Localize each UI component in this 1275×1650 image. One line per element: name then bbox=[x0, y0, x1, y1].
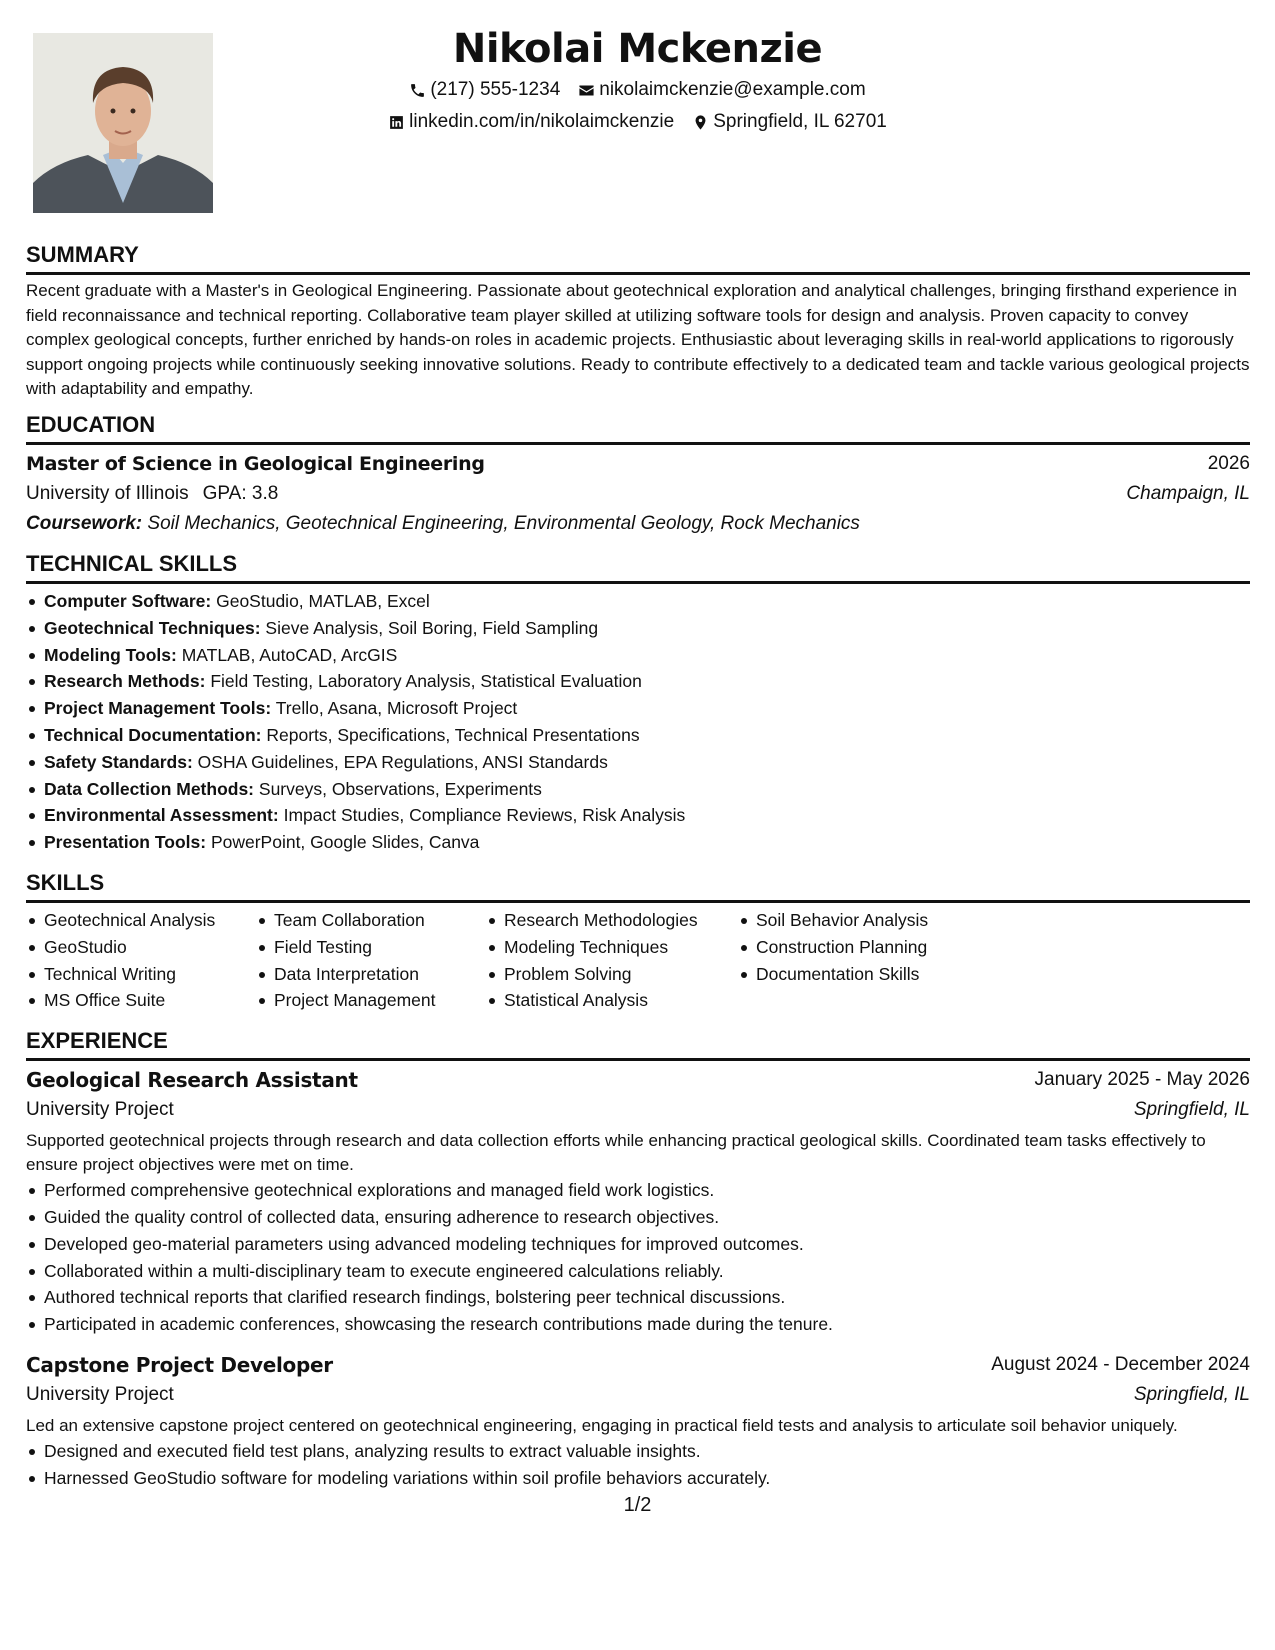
job-description: Supported geotechnical projects through research and data collection efforts while enhancing practical geological skills. Coordinated team tasks effectively to ensure project objectives were met on time. bbox=[26, 1131, 1206, 1175]
section-title-education: EDUCATION bbox=[26, 410, 1250, 445]
skill-category-value: Reports, Specifications, Technical Presentations bbox=[266, 724, 640, 745]
list-item bbox=[26, 829, 1250, 856]
list-item: Developed geo-material parameters using advanced modeling techniques for improved outcomes. bbox=[26, 1231, 1250, 1258]
skill-category-label: Modeling Tools: bbox=[44, 644, 177, 665]
email-text[interactable]: nikolaimckenzie@example.com bbox=[599, 79, 866, 100]
phone-contact bbox=[409, 74, 560, 106]
list-item: Guided the quality control of collected data, ensuring adherence to research objectives. bbox=[26, 1204, 1250, 1231]
list-item: Team Collaboration bbox=[256, 907, 464, 934]
list-item: MS Office Suite bbox=[26, 987, 234, 1014]
list-item bbox=[26, 722, 1250, 749]
job-location: Springfield, IL bbox=[1133, 1099, 1250, 1121]
job-org-row bbox=[26, 1380, 1250, 1410]
experience-entry bbox=[26, 1065, 1250, 1338]
skills-column-4 bbox=[738, 907, 928, 1014]
summary-section bbox=[26, 240, 1250, 402]
list-item: Designed and executed field test plans, analyzing results to extract valuable insights. bbox=[26, 1438, 1250, 1465]
job-bullets bbox=[26, 1177, 1250, 1338]
list-item bbox=[26, 615, 1250, 642]
skill-category-value: Sieve Analysis, Soil Boring, Field Sampling bbox=[265, 617, 599, 638]
graduation-year: 2026 bbox=[1207, 452, 1250, 474]
list-item bbox=[26, 695, 1250, 722]
list-item: Technical Writing bbox=[26, 961, 234, 988]
list-item: Research Methodologies bbox=[486, 907, 716, 934]
skill-category-label: Geotechnical Techniques: bbox=[44, 617, 261, 638]
skill-category-label: Technical Documentation: bbox=[44, 724, 262, 745]
skill-category-value: Field Testing, Laboratory Analysis, Statistical Evaluation bbox=[210, 671, 642, 692]
skill-category-value: Trello, Asana, Microsoft Project bbox=[275, 698, 518, 719]
skill-category-value: OSHA Guidelines, EPA Regulations, ANSI Standards bbox=[197, 751, 608, 772]
list-item bbox=[26, 776, 1250, 803]
section-title-experience: EXPERIENCE bbox=[26, 1026, 1250, 1061]
list-item: Participated in academic conferences, showcasing the research contributions made during the tenure. bbox=[26, 1311, 1250, 1338]
list-item bbox=[26, 642, 1250, 669]
location-contact bbox=[692, 106, 887, 138]
list-item bbox=[26, 588, 1250, 615]
linkedin-icon bbox=[388, 114, 405, 131]
school-location: Champaign, IL bbox=[1126, 482, 1250, 504]
list-item bbox=[26, 802, 1250, 829]
map-pin-icon bbox=[692, 114, 709, 131]
coursework-list: Soil Mechanics, Geotechnical Engineering, Environmental Geology, Rock Mechanics bbox=[147, 512, 860, 534]
envelope-icon bbox=[578, 82, 595, 99]
list-item: Construction Planning bbox=[738, 934, 928, 961]
education-degree-row bbox=[26, 449, 1250, 479]
location-text: Springfield, IL 62701 bbox=[713, 111, 887, 132]
school-name: University of Illinois bbox=[26, 482, 189, 504]
job-title: Capstone Project Developer bbox=[26, 1352, 333, 1377]
linkedin-text[interactable]: linkedin.com/in/nikolaimckenzie bbox=[409, 111, 675, 132]
list-item: Field Testing bbox=[256, 934, 464, 961]
list-item bbox=[26, 749, 1250, 776]
coursework bbox=[26, 509, 860, 539]
skill-category-label: Research Methods: bbox=[44, 671, 206, 692]
skills-column-1 bbox=[26, 907, 234, 1014]
coursework-row bbox=[26, 509, 1250, 539]
skills-grid bbox=[26, 907, 1250, 1014]
phone-icon bbox=[409, 82, 426, 99]
skill-category-value: MATLAB, AutoCAD, ArcGIS bbox=[181, 644, 398, 665]
job-bullets bbox=[26, 1438, 1250, 1492]
skill-category-label: Project Management Tools: bbox=[44, 698, 272, 719]
list-item bbox=[26, 668, 1250, 695]
list-item: Data Interpretation bbox=[256, 961, 464, 988]
skills-section bbox=[26, 868, 1250, 1014]
skill-category-value: PowerPoint, Google Slides, Canva bbox=[210, 832, 480, 853]
gpa: GPA: 3.8 bbox=[202, 482, 279, 504]
technical-skills-list bbox=[26, 588, 1250, 856]
page-number: 1/2 bbox=[623, 1494, 652, 1516]
email-contact[interactable] bbox=[578, 74, 865, 106]
skill-category-value: GeoStudio, MATLAB, Excel bbox=[216, 590, 430, 611]
resume-content bbox=[26, 240, 1250, 1504]
school-info bbox=[26, 479, 278, 509]
job-dates: August 2024 - December 2024 bbox=[991, 1353, 1250, 1375]
skill-category-value: Surveys, Observations, Experiments bbox=[258, 778, 542, 799]
job-title-row bbox=[26, 1350, 1250, 1380]
list-item: Geotechnical Analysis bbox=[26, 907, 234, 934]
job-org-row bbox=[26, 1095, 1250, 1125]
experience-entry bbox=[26, 1350, 1250, 1492]
list-item: Authored technical reports that clarified research findings, bolstering peer technical discussions. bbox=[26, 1284, 1250, 1311]
skill-category-label: Data Collection Methods: bbox=[44, 778, 255, 799]
job-organization: University Project bbox=[26, 1099, 174, 1121]
phone-text: (217) 555-1234 bbox=[430, 79, 561, 100]
summary-text: Recent graduate with a Master's in Geological Engineering. Passionate about geotechnical exploration and analytical challenges, bringing firsthand experience in field reconnaissance and technical reporting. Collaborative team player skilled at utilizing software tools for design and analysis. Proven capacity to convey complex geological concepts, further enriched by hands-on roles in academic projects. Enthusiastic about leveraging skills in real-world applications to rigorously support ongoing projects while continuously seeking innovative solutions. Ready to contribute effectively to a dedicated team and tackle various geological projects with adaptability and empathy. bbox=[26, 281, 1250, 399]
skill-category-value: Impact Studies, Compliance Reviews, Risk Analysis bbox=[283, 805, 686, 826]
list-item: Documentation Skills bbox=[738, 961, 928, 988]
section-title-technical-skills: TECHNICAL SKILLS bbox=[26, 549, 1250, 584]
contact-line-2 bbox=[200, 106, 1075, 138]
list-item: Project Management bbox=[256, 987, 464, 1014]
job-description: Led an extensive capstone project centered on geotechnical engineering, engaging in practical field tests and analysis to articulate soil behavior uniquely. bbox=[26, 1415, 1178, 1435]
job-dates: January 2025 - May 2026 bbox=[1034, 1069, 1250, 1091]
candidate-name: Nikolai Mckenzie bbox=[452, 26, 823, 72]
skill-category-label: Environmental Assessment: bbox=[44, 805, 279, 826]
profile-photo bbox=[33, 33, 213, 213]
skill-category-label: Safety Standards: bbox=[44, 751, 193, 772]
skill-category-label: Computer Software: bbox=[44, 590, 212, 611]
job-organization: University Project bbox=[26, 1383, 174, 1405]
contact-line-1 bbox=[200, 74, 1075, 106]
list-item: Problem Solving bbox=[486, 961, 716, 988]
section-title-summary: SUMMARY bbox=[26, 240, 1250, 275]
list-item: Performed comprehensive geotechnical explorations and managed field work logistics. bbox=[26, 1177, 1250, 1204]
skills-column-3 bbox=[486, 907, 716, 1014]
linkedin-contact[interactable] bbox=[388, 106, 674, 138]
skill-category-label: Presentation Tools: bbox=[44, 832, 207, 853]
education-school-row bbox=[26, 479, 1250, 509]
list-item: Statistical Analysis bbox=[486, 987, 716, 1014]
list-item: Harnessed GeoStudio software for modeling variations within soil profile behaviors accurately. bbox=[26, 1465, 1250, 1492]
section-title-skills: SKILLS bbox=[26, 868, 1250, 903]
degree-name: Master of Science in Geological Engineering bbox=[26, 452, 485, 475]
education-section bbox=[26, 410, 1250, 539]
resume-header bbox=[200, 24, 1075, 138]
coursework-label: Coursework: bbox=[26, 512, 143, 534]
list-item: Soil Behavior Analysis bbox=[738, 907, 928, 934]
list-item: Collaborated within a multi-disciplinary team to execute engineered calculations reliably. bbox=[26, 1258, 1250, 1285]
job-title-row bbox=[26, 1065, 1250, 1095]
experience-section bbox=[26, 1026, 1250, 1491]
job-location: Springfield, IL bbox=[1133, 1383, 1250, 1405]
technical-skills-section bbox=[26, 549, 1250, 856]
skills-column-2 bbox=[256, 907, 464, 1014]
list-item: GeoStudio bbox=[26, 934, 234, 961]
list-item: Modeling Techniques bbox=[486, 934, 716, 961]
job-title: Geological Research Assistant bbox=[26, 1068, 358, 1093]
